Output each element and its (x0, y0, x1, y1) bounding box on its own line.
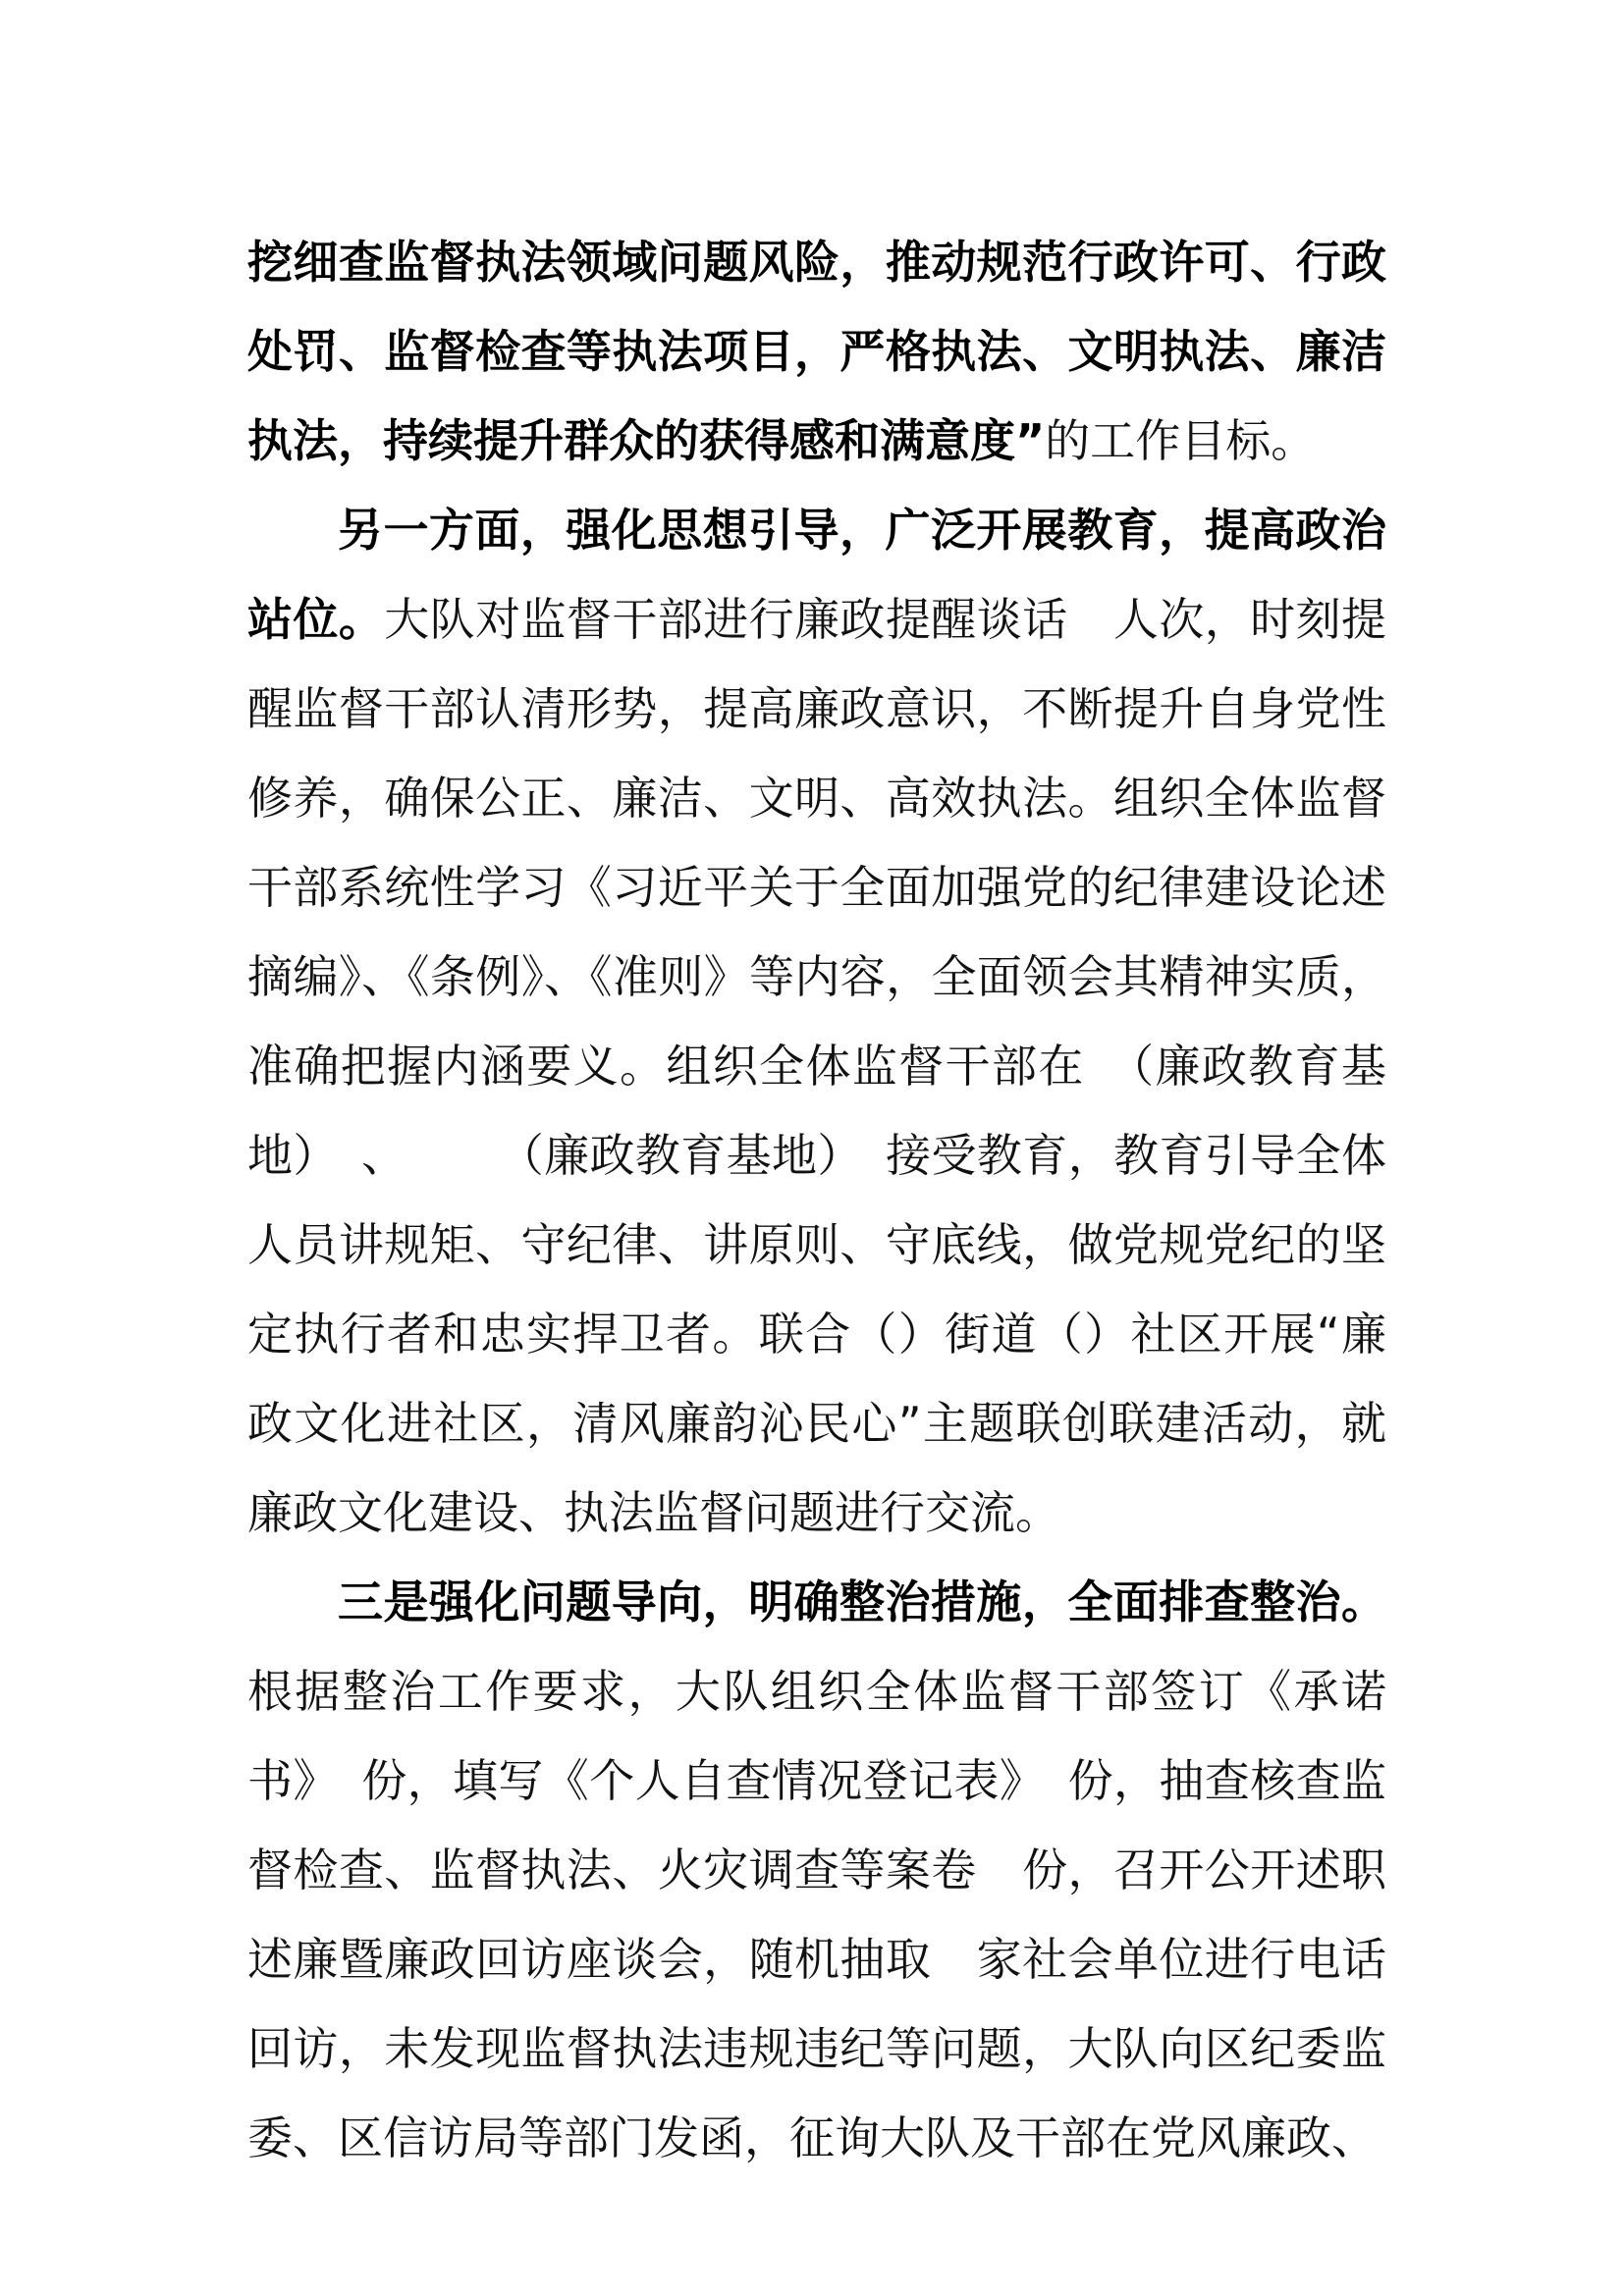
paragraph-text: 的工作目标。 (1045, 414, 1317, 467)
bold-lead: 挖细查监督执法领域问题风险，推动规范行政许可、行政处罚、监督检查等执法项目，严格执法、文明执法、廉洁执法，持续提升群众的获得感和满意度” (247, 236, 1386, 467)
paragraph-text: 大队对监督干部进行廉政提醒谈话 人次，时刻提醒监督干部认清形势，提高廉政意识，不断提升自身党性修养，确保公正、廉洁、文明、高效执法。组织全体监督干部系统性学习《习近平关于全面加强党的纪律建设论述摘编》、《条例》、《准则》等内容，全面领会其精神实质，准确把握内涵要义。组织全体监督干部在 （廉政教育基地） 、 （廉政教育基地） 接受教育，教育引导全体人员讲规矩、守纪律、讲原则、守底线，做党规党纪的坚定执行者和忠实捍卫者。联合（）街道（）社区开展“廉政文化进社区，清风廉韵沁民心”主题联创联建活动，就廉政文化建设、执法监督问题进行交流。 (247, 593, 1386, 1539)
document-body (247, 218, 1386, 2183)
paragraph-continuation (247, 218, 1386, 486)
paragraph-ideological-guidance (247, 486, 1386, 1558)
paragraph-problem-oriented (247, 1558, 1386, 2183)
paragraph-text: 根据整治工作要求，大队组织全体监督干部签订《承诺书》 份，填写《个人自查情况登记表》 份，抽查核查监督检查、监督执法、火灾调查等案卷 份，召开公开述职述廉暨廉政回访座谈会，随机抽取 家社会单位进行电话回访，未发现监督执法违规违纪等问题，大队向区纪委监委、区信访局等部门发函，征询大队及干部在党风廉政、 (247, 1665, 1386, 2164)
bold-heading: 三是强化问题导向，明确整治措施，全面排查整治。 (338, 1575, 1386, 1629)
bold-heading: 另一方面，强化思想引导，广泛开展教育，提高政治站位。 (247, 504, 1386, 646)
